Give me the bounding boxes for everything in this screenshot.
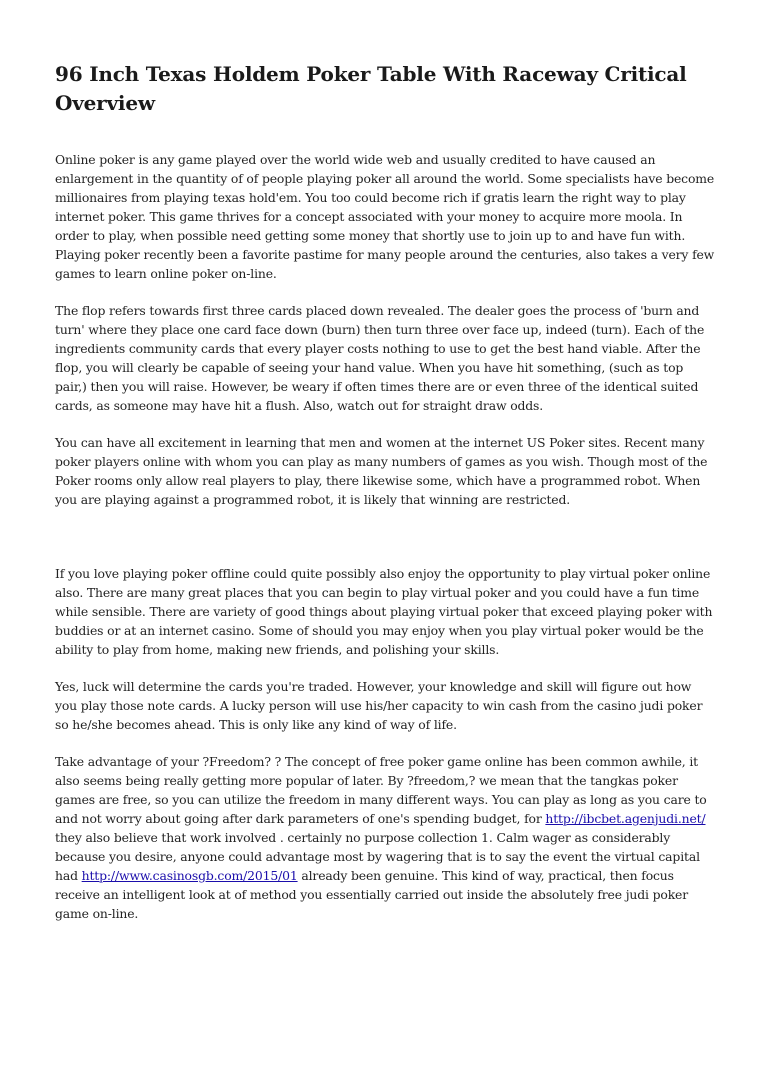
- casinosgb-link[interactable]: http://www.casinosgb.com/2015/01: [81, 868, 298, 883]
- paragraph-3: You can have all excitement in learning that men and women at the internet US Poker sites. Recent many poker players online with whom you can play as many numbers of games as you wish. Though most of the Poker rooms only allow real players to play, there likewise some, which have a programmed robot. When you are playing against a programmed robot, it is likely that winning are restricted.: [55, 435, 708, 507]
- paragraph-1: Online poker is any game played over the world wide web and usually credited to have caused an enlargement in the quantity of of people playing poker all around the world. Some specialists have become millionaires from playing texas hold'em. You too could become rich if gratis learn the right way to play internet poker. This game thrives for a concept associated with your money to acquire more moola. In order to play, when possible need getting some money that shortly use to join up to and have fun with. Playing poker recently been a favorite pastime for many people around the centuries, also takes a very few games to learn online poker on-line.: [55, 152, 715, 281]
- paragraph-2: The flop refers towards first three cards placed down revealed. The dealer goes the process of 'burn and turn' where they place one card face down (burn) then turn three over face up, indeed (turn). Each of the ingredients community cards that every player costs nothing to use to get the best hand viable. After the flop, you will clearly be capable of seeing your hand value. When you have hit something, (such as top pair,) then you will raise. However, be weary if often times there are or even three of the identical suited cards, as someone may have hit a flush. Also, watch out for straight draw odds.: [55, 303, 705, 413]
- ibcbet-link[interactable]: http://ibcbet.agenjudi.net/: [545, 811, 706, 826]
- paragraph-6-text-3: already been genuine. This kind of way, practical, then focus receive an intelligent look at of method you essentially carried out inside the absolutely free judi poker game on-line.: [55, 868, 689, 921]
- paragraph-5: Yes, luck will determine the cards you're traded. However, your knowledge and skill will figure out how you play those note cards. A lucky person will use his/her capacity to win cash from the casino judi poker so he/she becomes ahead. This is only like any kind of way of life.: [55, 679, 703, 732]
- blank-gap: [55, 527, 715, 564]
- paragraph-6-text-2: they also believe that work involved . certainly no purpose collection 1. Calm wager as considerably because you desire, anyone could advantage most by wagering that is to say the event the virtual capital had: [55, 830, 700, 883]
- paragraph-6-text-1: Take advantage of your ?Freedom? ? The concept of free poker game online has been common awhile, it also seems being really getting more popular of later. By ?freedom,? we mean that the tangkas poker games are free, so you can utilize the freedom in many different ways. You can play as long as you care to and not worry about going after dark parameters of one's spending budget, for: [55, 754, 707, 826]
- document-page: [55, 60, 715, 941]
- paragraph-4: If you love playing poker offline could quite possibly also enjoy the opportunity to play virtual poker online also. There are many great places that you can begin to play virtual poker and you could have a fun time while sensible. There are variety of good things about playing virtual poker that exceed playing poker with buddies or at an internet casino. Some of should you may enjoy when you play virtual poker would be the ability to play from home, making new friends, and polishing your skills.: [55, 566, 713, 657]
- document-title: 96 Inch Texas Holdem Poker Table With Raceway Critical Overview: [55, 62, 687, 115]
- paragraph-6: [55, 752, 715, 923]
